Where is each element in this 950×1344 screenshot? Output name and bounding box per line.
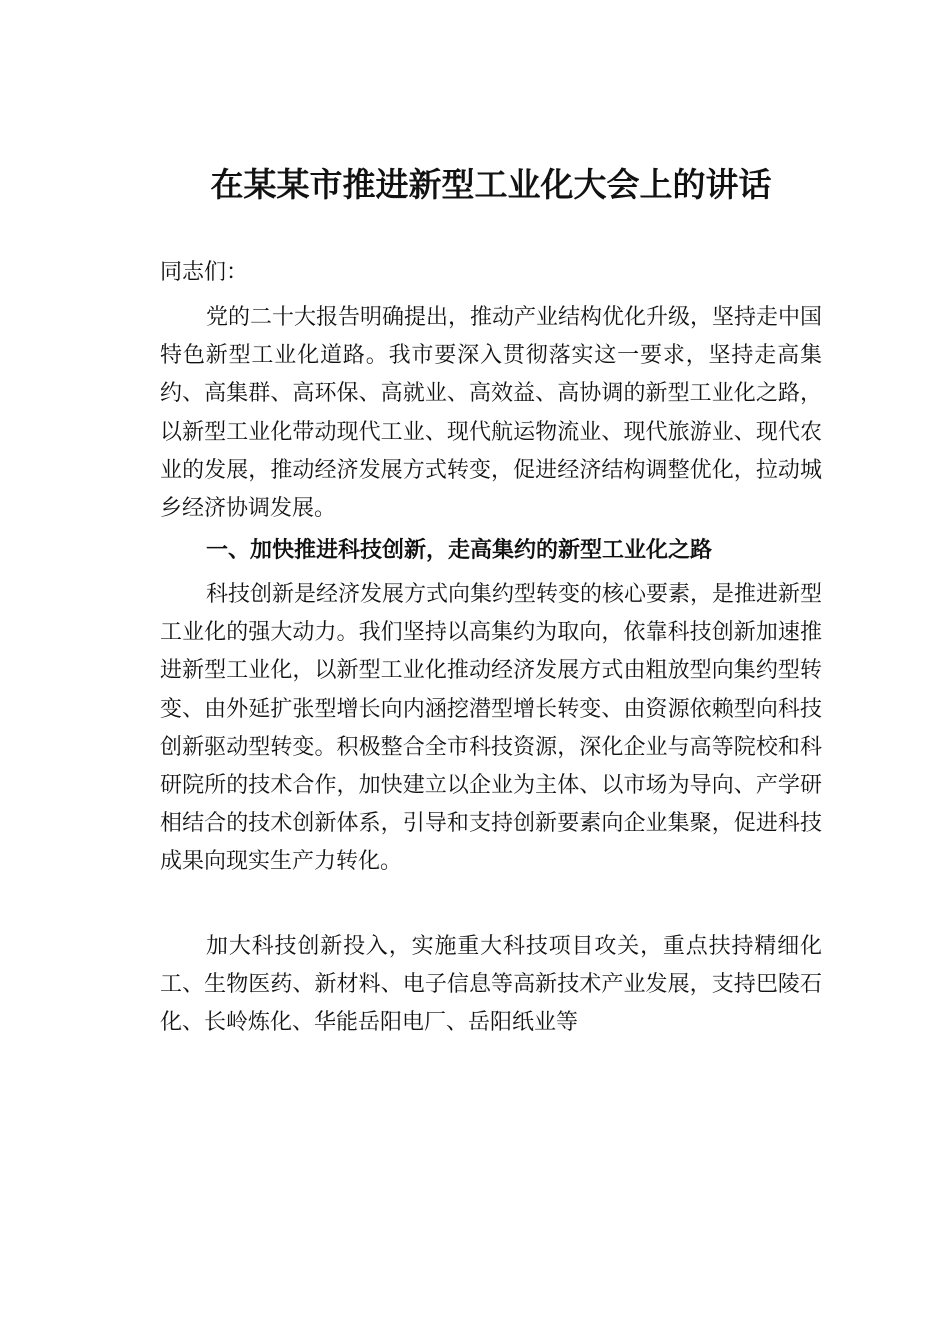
paragraph-intro: 党的二十大报告明确提出，推动产业结构优化升级，坚持走中国特色新型工业化道路。我市要深入贯彻落实这一要求，坚持走高集约、高集群、高环保、高就业、高效益、高协调的新型工业化之路，以新型工业化带动现代工业、现代航运物流业、现代旅游业、现代农业的发展，推动经济发展方式转变，促进经济结构调整优化，拉动城乡经济协调发展。 — [160, 305, 823, 522]
document-title: 在某某市推进新型工业化大会上的讲话 — [210, 165, 772, 204]
paragraph-section1-2: 加大科技创新投入，实施重大科技项目攻关，重点扶持精细化工、生物医药、新材料、电子信息等高新技术产业发展，支持巴陵石化、长岭炼化、华能岳阳电厂、岳阳纸业等 — [160, 934, 822, 1036]
paragraph-section1-1: 科技创新是经济发展方式向集约型转变的核心要素，是推进新型工业化的强大动力。我们坚持以高集约为取向，依靠科技创新加速推进新型工业化，以新型工业化推动经济发展方式由粗放型向集约型转变、由外延扩张型增长向内涵挖潜型增长转变、由资源依赖型向科技创新驱动型转变。积极整合全市科技资源，深化企业与高等院校和科研院所的技术合作，加快建立以企业为主体、以市场为导向、产学研相结合的技术创新体系，引导和支持创新要素向企业集聚，促进科技成果向现实生产力转化。 — [160, 582, 823, 875]
section-heading-1: 一、加快推进科技创新，走高集约的新型工业化之路 — [206, 538, 713, 563]
salutation: 同志们： — [160, 260, 249, 285]
